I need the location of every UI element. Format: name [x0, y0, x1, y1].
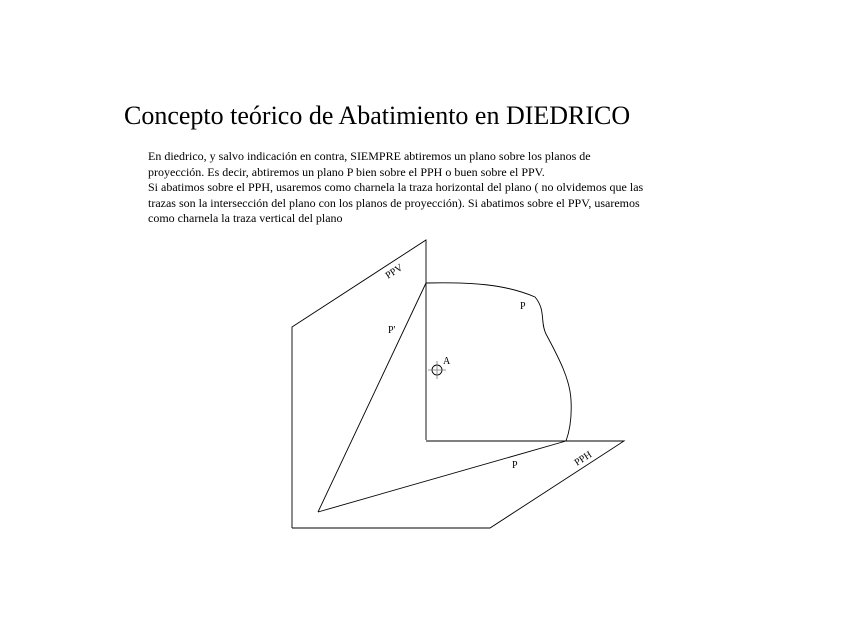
paragraph-line: trazas son la intersección del plano con los planos de proyección). Si abatimos sobre el PPV, usaremos: [148, 195, 640, 210]
plane-p: [318, 283, 571, 512]
pph-outline: [292, 441, 624, 528]
label-point-a: A: [443, 356, 451, 367]
vertical-trace-line: [318, 283, 426, 512]
label-horizontal-trace: P: [512, 460, 518, 471]
horizontal-trace-line: [318, 441, 566, 512]
paragraph-line: proyección. Es decir, abtiremos un plano P bien sobre el PPH o buen sobre el PPV.: [148, 164, 545, 179]
label-vertical-trace: P': [388, 325, 396, 336]
ppv-outline: [292, 240, 426, 528]
paragraph-line: como charnela la traza vertical del plano: [148, 211, 343, 225]
label-plane-p: P: [520, 301, 526, 312]
label-ppv: PPV: [383, 262, 406, 282]
pph-plane: [292, 441, 624, 528]
paragraph-line: Si abatimos sobre el PPH, usaremos como charnela la traza horizontal del plano ( no olvidemos que las: [148, 180, 644, 194]
paragraph-line: En diedrico, y salvo indicación en contra, SIEMPRE abtiremos un plano sobre los planos de: [148, 149, 591, 163]
ppv-plane: [292, 240, 426, 528]
page-title: Concepto teórico de Abatimiento en DIEDRICO: [124, 101, 631, 130]
label-pph: PPH: [572, 449, 595, 469]
